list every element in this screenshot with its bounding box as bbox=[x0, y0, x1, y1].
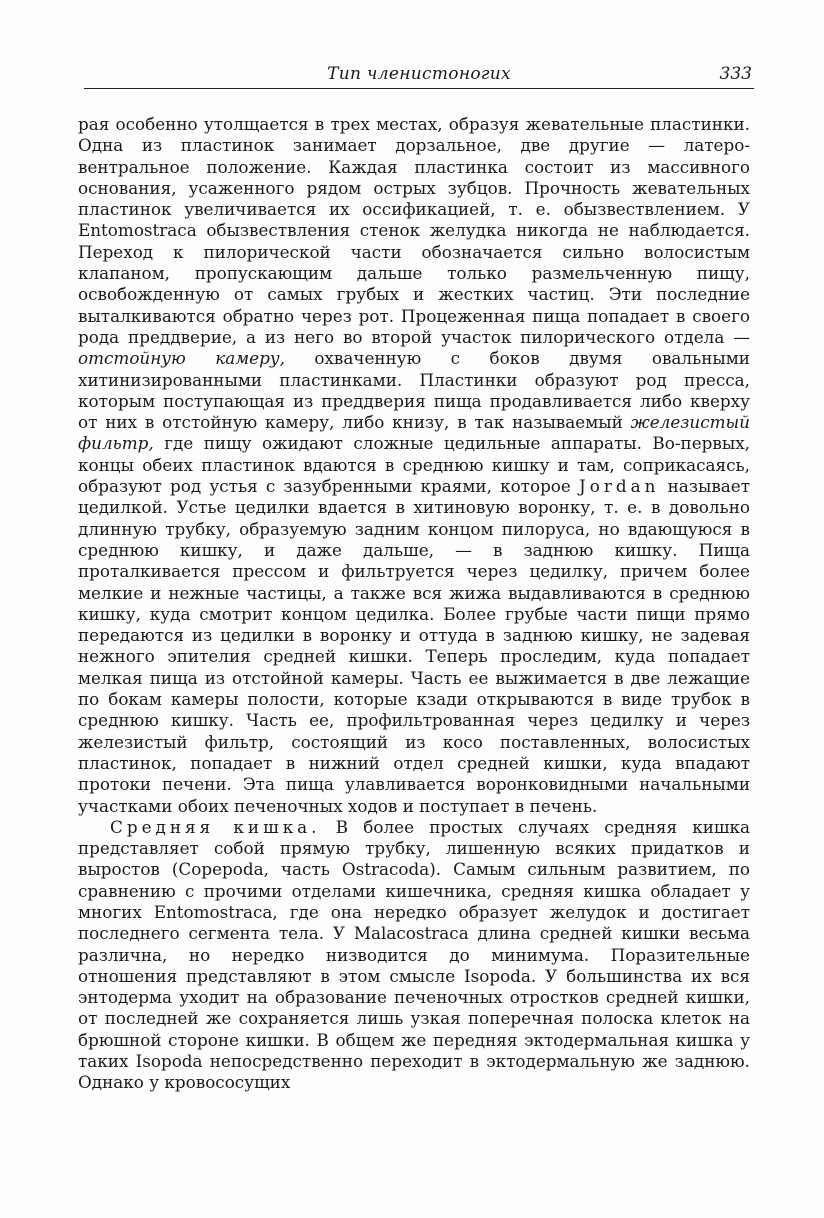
term-settling-chamber: отстойную камеру, bbox=[78, 348, 285, 369]
author-name: Jordan bbox=[579, 476, 660, 497]
paragraph-midgut bbox=[78, 817, 750, 1094]
paragraph-stomach bbox=[78, 114, 750, 817]
main-text bbox=[78, 114, 750, 1094]
term-glandular-filter: железистый фильтр, bbox=[78, 412, 750, 454]
running-header bbox=[84, 62, 754, 89]
text-run: В более простых случаях средняя кишка представляет собой прямую трубку, лишенную всяких придатков и выростов (Copepoda, часть Ostracoda). Самым сильным развитием, по сравнению с прочими отделами кишечника, средняя кишка обладает у многих Entomostraca, где она нередко образует желудок и достигает последнего сегмента тела. У Malacostraca длина средней кишки весьма различна, но нередко низводится до минимума. Поразительные отношения представляют в этом смысле Isopoda. У большинства их вся энтодерма уходит на образование печеночных отростков средней кишки, от последней же сохраняется лишь узкая поперечная полоска клеток на брюшной стороне кишки. В общем же передняя эктодермальная кишка у таких Isopoda непосредственно переходит в эктодермальную же заднюю. Однако у кровососущих bbox=[78, 816, 751, 1093]
page-number: 333 bbox=[719, 64, 752, 84]
text-run: охваченную с боков двумя овальными хитинизированными пластинками. Пластинки образуют род пресса, которым поступающая из преддверия пища продавливается либо кверху от них в отстойную камеру, либо книзу, в так называемый bbox=[78, 348, 750, 433]
running-title: Тип членистоногих bbox=[327, 64, 511, 84]
text-run: называет цедилкой. Устье цедилки вдается в хитиновую воронку, т. е. в довольно длинную трубку, образуемую задним концом пилоруса, но вдающуюся в среднюю кишку, и даже дальше, — в заднюю кишку. Пища проталкивается прессом и фильтруется через цедилку, причем более мелкие и нежные частицы, а также вся жижа выдавливаются в среднюю кишку, куда смотрит концом цедилка. Более грубые части пищи прямо передаются из цедилки в воронку и оттуда в заднюю кишку, не задевая нежного эпителия средней кишки. Теперь проследим, куда попадает мелкая пища из отстойной камеры. Часть ее выжимается в две лежащие по бокам камеры полости, которые кзади открываются в виде трубок в среднюю кишку. Часть ее, профильтрованная через цедилку и через железистый фильтр, состоящий из косо поставленных, волосистых пластинок, попадает в нижний отдел средней кишки, куда впадают протоки печени. Эта пища улавливается воронковидными начальными участками обоих печеночных ходов и поступает в печень. bbox=[78, 476, 750, 816]
section-heading-midgut: Средняя кишка. bbox=[110, 816, 321, 837]
text-run: рая особенно утолщается в трех местах, образуя жевательные пластинки. Одна из пластинок занимает дорзальное, две другие — латеро-вентральное положение. Каждая пластинка состоит из массивного основания, усаженного рядом острых зубцов. Прочность жевательных пластинок увеличивается их оссификацией, т. е. обызвествлением. У Entomostraca обызвествления стенок желудка никогда не наблюдается. Переход к пилорической части обозначается сильно волосистым клапаном, пропускающим дальше только размельченную пищу, освобожденную от самых грубых и жестких частиц. Эти последние выталкиваются обратно через рот. Процеженная пища попадает в своего рода преддверие, а из него во второй участок пилорического отдела — bbox=[78, 114, 750, 347]
text-run: где пищу ожидают сложные цедильные аппараты. Во-первых, концы обеих пластинок вдаются в среднюю кишку и там, соприкасаясь, образуют род устья с зазубренными краями, которое bbox=[78, 433, 750, 497]
